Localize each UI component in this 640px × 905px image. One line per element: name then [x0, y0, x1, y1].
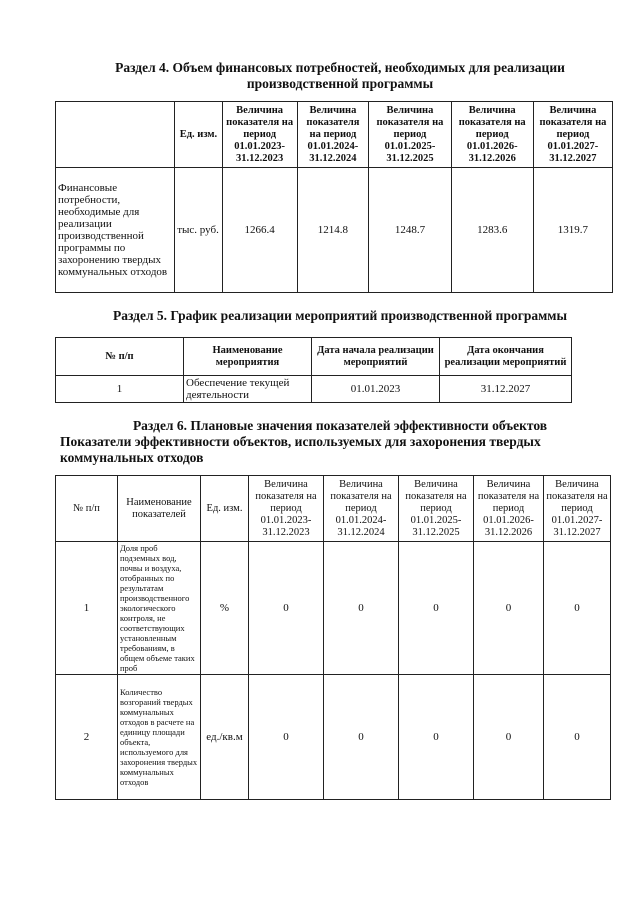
section6-row1-value-2027: 0: [544, 542, 611, 675]
section4-header-2026: Величина показателя на период 01.01.2026-31.12.2026: [451, 102, 533, 168]
section6-row1-num: 1: [56, 542, 118, 675]
section6-header-num: № п/п: [56, 476, 118, 542]
section5-header-end: Дата окончания реализации мероприятий: [440, 338, 572, 376]
section4-row-unit: тыс. руб.: [175, 168, 222, 293]
section4-value-2023: 1266.4: [222, 168, 297, 293]
table-row: [56, 675, 611, 800]
section6-row2-value-2023: 0: [249, 675, 324, 800]
section6-row1-value-2026: 0: [474, 542, 544, 675]
section6-header-name: Наименование показателей: [118, 476, 201, 542]
section6-header-2025: Величина показателя на период 01.01.2025-31.12.2025: [399, 476, 474, 542]
section4-title: Раздел 4. Объем финансовых потребностей, необходимых для реализации производственной программы: [115, 60, 565, 91]
section5-table: [55, 337, 572, 403]
section4-header-2027: Величина показателя на период 01.01.2027-31.12.2027: [533, 102, 612, 168]
section4-table: [55, 101, 613, 293]
section6-row2-value-2024: 0: [324, 675, 399, 800]
section4-value-2026: 1283.6: [451, 168, 533, 293]
section5-row-end: 31.12.2027: [440, 376, 572, 403]
section6-header-2024: Величина показателя на период 01.01.2024-31.12.2024: [324, 476, 399, 542]
section6-header-2026: Величина показателя на период 01.01.2026-31.12.2026: [474, 476, 544, 542]
section4-header-unit: Ед. изм.: [175, 102, 222, 168]
section6-row1-value-2025: 0: [399, 542, 474, 675]
section6-table: [55, 475, 611, 800]
section6-header-2027: Величина показателя на период 01.01.2027-31.12.2027: [544, 476, 611, 542]
section6-row2-value-2026: 0: [474, 675, 544, 800]
section6-row2-name: Количество возгораний твердых коммунальных отходов в расчете на единицу площади объекта, используемого для захоронения твердых коммунальных отходов: [118, 675, 201, 800]
section4-value-2024: 1214.8: [297, 168, 369, 293]
section6-title: Раздел 6. Плановые значения показателей эффективности объектов: [132, 418, 548, 433]
table-row: [56, 542, 611, 675]
section6-header-unit: Ед. изм.: [201, 476, 249, 542]
section6-header-2023: Величина показателя на период 01.01.2023-31.12.2023: [249, 476, 324, 542]
section6-row1-value-2023: 0: [249, 542, 324, 675]
section5-header-start: Дата начала реализации мероприятий: [312, 338, 440, 376]
section4-header-2023: Величина показателя на период 01.01.2023-31.12.2023: [222, 102, 297, 168]
section6-row1-name: Доля проб подземных вод, почвы и воздуха, отобранных по результатам производственного экологического контроля, не соответствующих установленным требованиям, в общем объеме таких проб: [118, 542, 201, 675]
section6-row2-value-2027: 0: [544, 675, 611, 800]
section4-header-2024: Величина показателя на период 01.01.2024-31.12.2024: [297, 102, 369, 168]
section6-row2-num: 2: [56, 675, 118, 800]
section5-row-name: Обеспечение текущей деятельности: [184, 376, 312, 403]
section5-row-start: 01.01.2023: [312, 376, 440, 403]
section6-row1-unit: %: [201, 542, 249, 675]
section4-header-blank: [56, 102, 175, 168]
section5-title: Раздел 5. График реализации мероприятий производственной программы: [112, 308, 568, 323]
section5-row-num: 1: [56, 376, 184, 403]
section6-row2-value-2025: 0: [399, 675, 474, 800]
section5-header-num: № п/п: [56, 338, 184, 376]
section6-subtitle: Показатели эффективности объектов, используемых для захоронения твердых коммунальных отходов: [60, 434, 541, 465]
section4-value-2025: 1248.7: [369, 168, 451, 293]
section6-row2-unit: ед./кв.м: [201, 675, 249, 800]
section4-row-name: Финансовые потребности, необходимые для реализации производственной программы по захоронению твердых коммунальных отходов: [56, 168, 175, 293]
section6-row1-value-2024: 0: [324, 542, 399, 675]
section4-header-2025: Величина показателя на период 01.01.2025-31.12.2025: [369, 102, 451, 168]
section5-header-name: Наименование мероприятия: [184, 338, 312, 376]
section4-value-2027: 1319.7: [533, 168, 612, 293]
